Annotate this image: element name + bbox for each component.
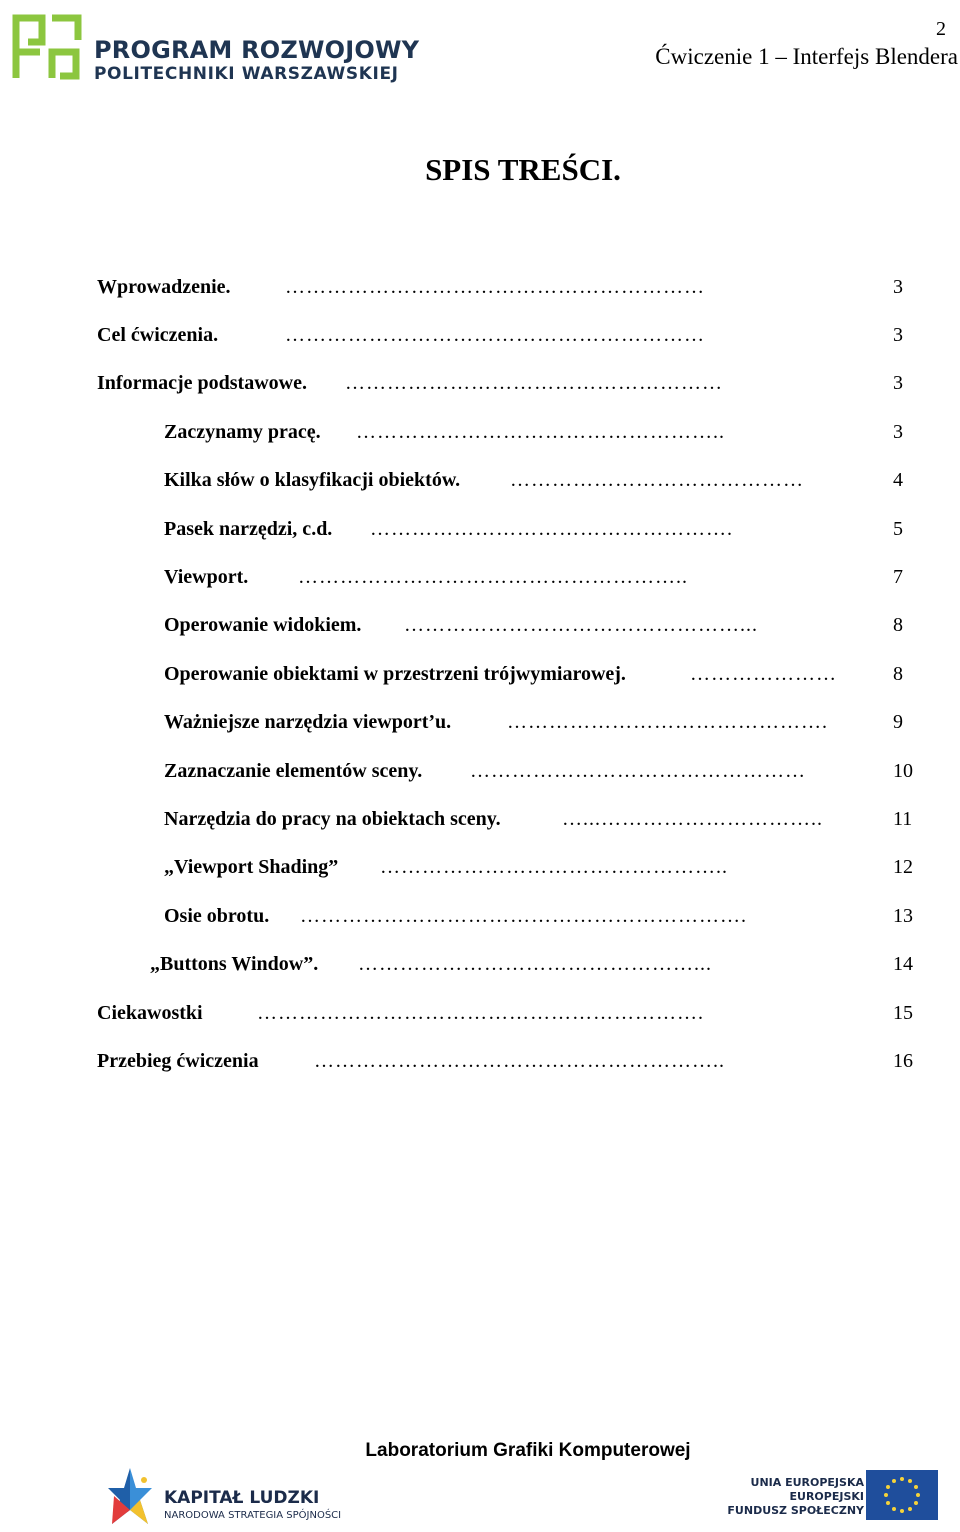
toc-entry-page: 13 <box>893 905 913 927</box>
toc-entry-label: Operowanie obiektami w przestrzeni trójwymiarowej. <box>164 663 626 685</box>
toc-entry[interactable] <box>0 760 960 790</box>
toc-entry[interactable] <box>0 1050 960 1080</box>
eu-text <box>727 1476 864 1518</box>
toc-entry-label: Cel ćwiczenia. <box>97 324 219 346</box>
toc-leader-dots: ……………………………………………. <box>370 518 733 540</box>
eu-fund-logo <box>727 1470 950 1526</box>
toc-leader-dots: ……………………………………………….. <box>298 566 688 588</box>
toc-entry-label: Kilka słów o klasyfikacji obiektów. <box>164 469 461 491</box>
toc-entry[interactable] <box>0 421 960 451</box>
toc-leader-dots: …………………………………………... <box>404 614 758 636</box>
toc-entry-label: Pasek narzędzi, c.d. <box>164 518 333 540</box>
toc-entry-page: 14 <box>893 953 913 975</box>
toc-leader-dots: ……………………………………………… <box>345 372 723 394</box>
toc-leader-dots: ………………………………………………………. <box>300 905 747 927</box>
toc-entry-page: 3 <box>893 421 903 443</box>
toc-leader-dots: ………………………………………… <box>470 760 806 782</box>
toc-entry-page: 7 <box>893 566 903 588</box>
toc-entry[interactable] <box>0 711 960 741</box>
toc-entry-page: 8 <box>893 663 903 685</box>
toc-leader-dots: ………………………………………. <box>507 711 828 733</box>
toc-leader-dots: …………………………………………... <box>358 953 712 975</box>
toc-heading: SPIS TREŚCI. <box>425 152 621 187</box>
eu-line-1: UNIA EUROPEJSKA <box>750 1476 864 1489</box>
pw-logo-icon <box>12 12 82 82</box>
toc-entry-page: 4 <box>893 469 903 491</box>
toc-entry-page: 5 <box>893 518 903 540</box>
footer-lab-title: Laboratorium Grafiki Komputerowej <box>365 1440 691 1461</box>
eu-line-3: FUNDUSZ SPOŁECZNY <box>727 1504 864 1517</box>
toc-leader-dots: ………………………………………………………. <box>257 1002 704 1024</box>
document-title: Ćwiczenie 1 – Interfejs Blendera <box>655 44 958 69</box>
toc-entry[interactable] <box>0 276 960 306</box>
toc-entry-label: „Buttons Window”. <box>150 953 319 975</box>
toc-entry-label: Informacje podstawowe. <box>97 372 307 394</box>
toc-leader-dots: …………………………………………….. <box>356 421 725 443</box>
logo-line-1: PROGRAM ROZWOJOWY <box>94 36 420 64</box>
toc-entry-label: Ważniejsze narzędzia viewport’u. <box>164 711 452 733</box>
toc-entry-label: Wprowadzenie. <box>97 276 231 298</box>
toc-entry-label: Ciekawostki <box>97 1002 203 1024</box>
program-rozwojowy-logo <box>12 12 420 84</box>
toc-leader-dots: …………………………………… <box>510 469 804 491</box>
toc-entry[interactable] <box>0 372 960 402</box>
toc-leader-dots: ………………………………………………….. <box>314 1050 725 1072</box>
toc-entry-page: 12 <box>893 856 913 878</box>
toc-entry[interactable] <box>0 808 960 838</box>
kapital-ludzki-logo <box>100 1466 340 1528</box>
toc-entry[interactable] <box>0 953 960 983</box>
toc-entry-page: 3 <box>893 372 903 394</box>
toc-entry[interactable] <box>0 518 960 548</box>
toc-entry-label: Viewport. <box>164 566 249 588</box>
toc-leader-dots: …...………………………….. <box>562 808 823 830</box>
toc-entry-page: 8 <box>893 614 903 636</box>
toc-entry[interactable] <box>0 469 960 499</box>
toc-entry-page: 9 <box>893 711 903 733</box>
toc-entry-label: Przebieg ćwiczenia <box>97 1050 259 1072</box>
logo-line-2: POLITECHNIKI WARSZAWSKIEJ <box>94 64 399 84</box>
toc-entry-page: 10 <box>893 760 913 782</box>
toc-leader-dots: ………………… <box>690 663 837 685</box>
toc-entry[interactable] <box>0 324 960 354</box>
toc-leader-dots: ………………………………………….. <box>380 856 728 878</box>
toc-entry[interactable] <box>0 663 960 693</box>
toc-entry[interactable] <box>0 566 960 596</box>
toc-entry-label: Zaczynamy pracę. <box>164 421 321 443</box>
toc-entry-label: „Viewport Shading” <box>164 856 339 878</box>
toc-entry-page: 3 <box>893 276 903 298</box>
toc-entry-page: 3 <box>893 324 903 346</box>
toc-entry-page: 11 <box>893 808 913 830</box>
kl-subtitle: NARODOWA STRATEGIA SPÓJNOŚCI <box>164 1510 342 1521</box>
toc-entry[interactable] <box>0 1002 960 1032</box>
kapital-ludzki-star-icon <box>100 1466 160 1528</box>
toc-entry-label: Osie obrotu. <box>164 905 270 927</box>
toc-leader-dots: …………………………………………………… <box>285 324 705 346</box>
page-number: 2 <box>936 18 946 40</box>
kl-title: KAPITAŁ LUDZKI <box>164 1488 320 1508</box>
toc-entry-label: Narzędzia do pracy na obiektach sceny. <box>164 808 501 830</box>
toc-entry[interactable] <box>0 614 960 644</box>
toc-entry-page: 16 <box>893 1050 913 1072</box>
toc-entry-label: Operowanie widokiem. <box>164 614 362 636</box>
toc-entry[interactable] <box>0 856 960 886</box>
eu-flag-icon <box>866 1470 938 1520</box>
eu-line-2: EUROPEJSKI <box>789 1490 864 1503</box>
toc-entry-label: Zaznaczanie elementów sceny. <box>164 760 423 782</box>
toc-entry[interactable] <box>0 905 960 935</box>
toc-entry-page: 15 <box>893 1002 913 1024</box>
toc-leader-dots: …………………………………………………… <box>285 276 705 298</box>
